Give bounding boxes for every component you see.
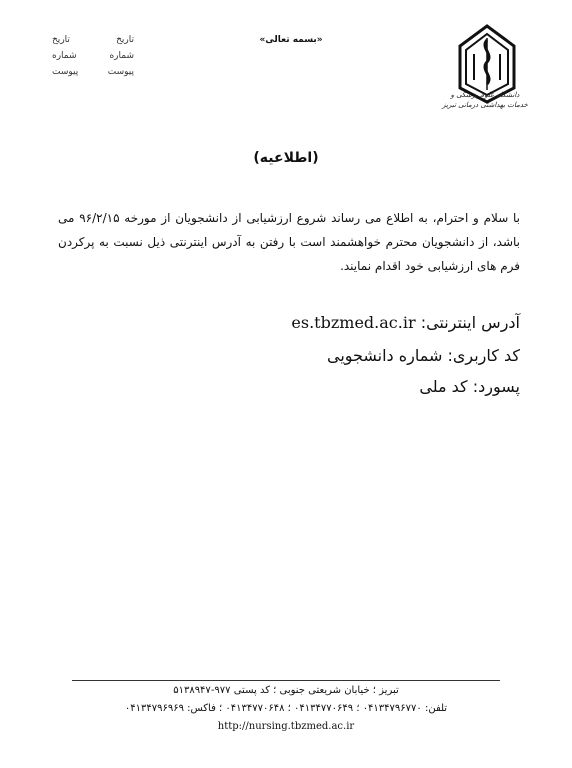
university-logo-icon xyxy=(452,18,522,136)
password-line xyxy=(419,376,520,398)
meta-value: شماره xyxy=(52,51,77,61)
meta-row-date xyxy=(52,32,134,48)
logo-caption: دانشگاه علوم پزشکی و خدمات بهداشتی درمانی تبریز xyxy=(442,91,528,109)
username-label: کد کاربری: xyxy=(447,346,520,365)
header-meta xyxy=(52,32,134,80)
meta-label: تاریخ xyxy=(116,35,134,45)
password-value: کد ملی xyxy=(419,377,468,396)
address-value: es.tbzmed.ac.ir xyxy=(291,313,416,332)
password-label: پسورد: xyxy=(472,377,520,396)
address-line xyxy=(291,312,520,334)
meta-label: پیوست xyxy=(107,67,134,77)
meta-row-attachment xyxy=(52,64,134,80)
footer-divider xyxy=(72,680,500,681)
notice-paragraph: با سلام و احترام، به اطلاع می رساند شروع ارزشیابی از دانشجویان از مورخه ۹۶/۲/۱۵ می باشد، از دانشجویان محترم خواهشمند است با رفتن به آدرس اینترنتی ذیل نسبت به پرکردن فرم های ارزشیابی خود اقدام نمایند. xyxy=(58,211,521,273)
meta-row-number xyxy=(52,48,134,64)
basmala: «بسمه تعالی» xyxy=(259,35,323,45)
meta-label: شماره xyxy=(109,51,134,61)
footer-address: تبریز ؛ خیابان شریعتی جنوبی ؛ کد پستی ۹۷۷-۵۱۳۸۹۴۷ xyxy=(173,685,399,696)
username-line xyxy=(327,345,520,367)
username-value: شماره دانشجویی xyxy=(326,346,443,365)
meta-value: تاریخ xyxy=(52,35,70,45)
footer-phones: تلفن: ۰۴۱۳۴۷۹۶۷۷۰ ؛ ۰۴۱۳۴۷۷۰۶۴۹ ؛ ۰۴۱۳۴۷۷۰۶۴۸ ؛ فاکس: ۰۴۱۳۴۷۹۶۹۶۹ xyxy=(124,703,448,714)
notice-title: (اطلاعیه) xyxy=(253,150,319,166)
footer-url[interactable]: http://nursing.tbzmed.ac.ir xyxy=(217,721,355,732)
meta-value: پیوست xyxy=(52,67,79,77)
address-label: آدرس اینترنتی: xyxy=(420,313,520,332)
